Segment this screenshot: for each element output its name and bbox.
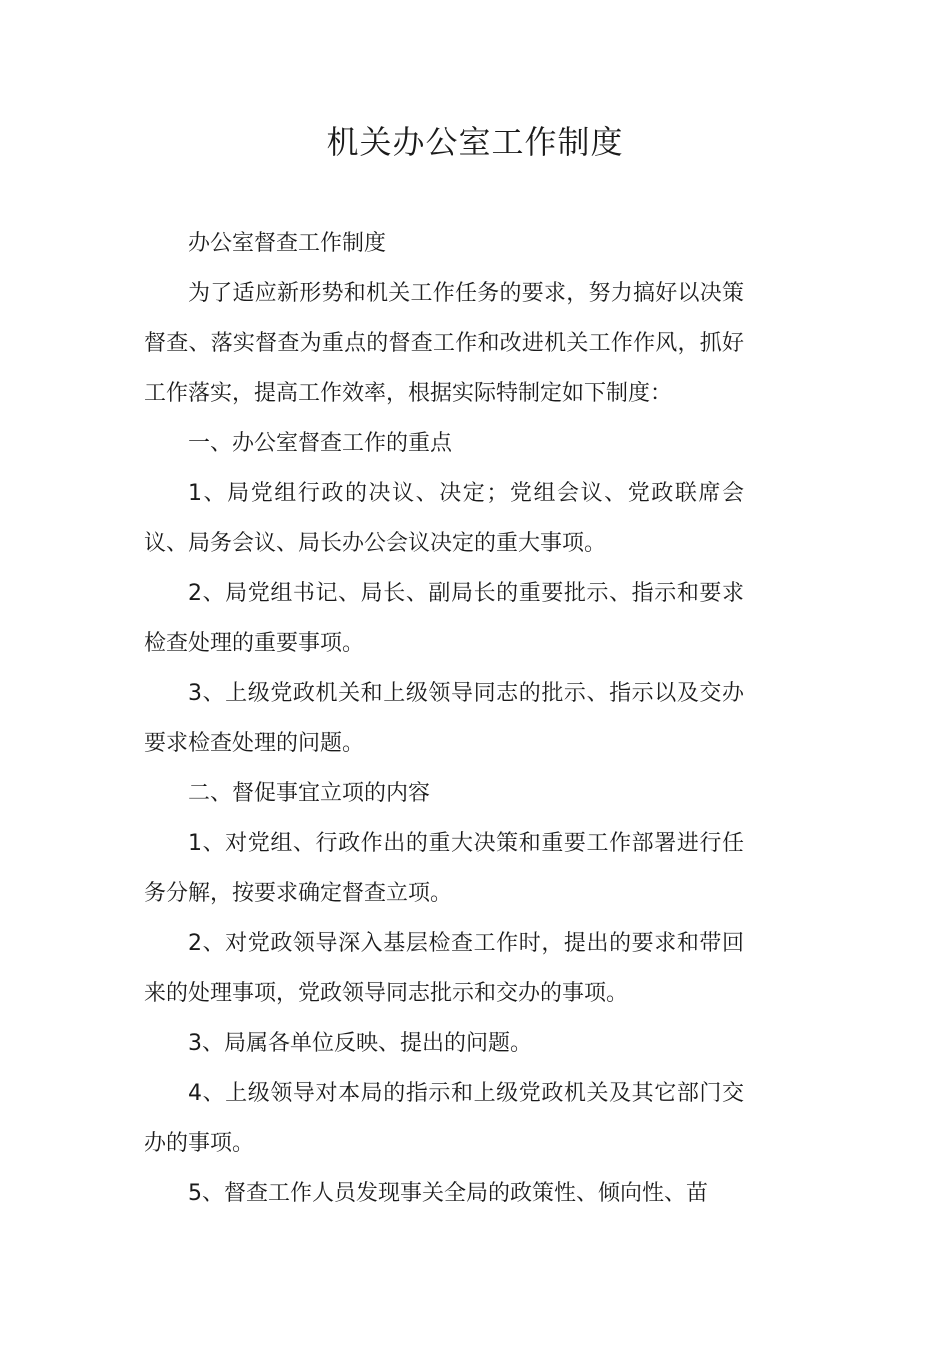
list-item: 5、督查工作人员发现事关全局的政策性、倾向性、苗: [188, 1181, 708, 1206]
section-heading: 一、办公室督查工作的重点: [188, 431, 453, 456]
section-heading: 二、督促事宜立项的内容: [188, 781, 431, 806]
intro-paragraph: 为了适应新形势和机关工作任务的要求，努力搞好以决策督查、落实督查为重点的督查工作和改进机关工作作风，抓好工作落实，提高工作效率，根据实际特制定如下制度：: [144, 281, 744, 406]
list-item: 3、上级党政机关和上级领导同志的批示、指示以及交办要求检查处理的问题。: [144, 681, 744, 756]
list-item: 3、局属各单位反映、提出的问题。: [188, 1031, 532, 1056]
list-item: 2、对党政领导深入基层检查工作时，提出的要求和带回来的处理事项，党政领导同志批示和交办的事项。: [144, 931, 744, 1006]
section-heading: 办公室督查工作制度: [188, 231, 387, 256]
list-item: 4、上级领导对本局的指示和上级党政机关及其它部门交办的事项。: [144, 1081, 744, 1156]
list-item: 2、局党组书记、局长、副局长的重要批示、指示和要求检查处理的重要事项。: [144, 581, 744, 656]
document-body: [144, 219, 744, 1219]
document-title: 机关办公室工作制度: [326, 123, 624, 161]
list-item: 1、局党组行政的决议、决定；党组会议、党政联席会议、局务会议、局长办公会议决定的重大事项。: [144, 481, 744, 556]
list-item: 1、对党组、行政作出的重大决策和重要工作部署进行任务分解，按要求确定督查立项。: [144, 831, 744, 906]
